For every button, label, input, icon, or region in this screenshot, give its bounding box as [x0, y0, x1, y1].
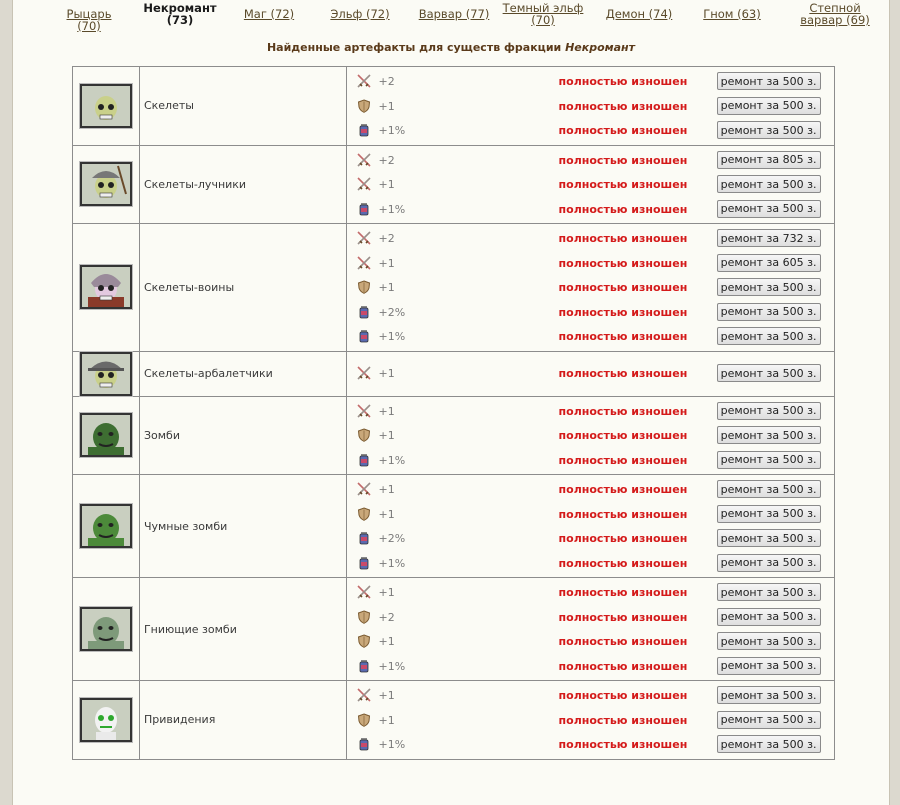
- artifact-status: полностью изношен: [558, 232, 688, 245]
- skeleton-archer-portrait: [80, 162, 132, 206]
- tab-1[interactable]: Некромант (73): [143, 1, 217, 27]
- creature-portrait-cell: [73, 396, 140, 475]
- shield-icon: [357, 99, 371, 113]
- artifact-bonus: +1: [378, 483, 395, 496]
- artifact-bonus: +1: [378, 404, 395, 418]
- repair-button[interactable]: ремонт за 500 з.: [717, 175, 821, 193]
- artifact-status: полностью изношен: [558, 689, 688, 702]
- swords-icon: [357, 366, 371, 380]
- artifact-row: [347, 502, 834, 527]
- swords-icon: [357, 74, 371, 88]
- creature-portrait-cell: [73, 224, 140, 352]
- artifact-row: [347, 226, 834, 251]
- artifact-row: [347, 69, 834, 94]
- artifact-bonus: +2: [378, 153, 395, 167]
- artifact-status: полностью изношен: [558, 367, 688, 381]
- artifact-status: полностью изношен: [558, 483, 688, 496]
- artifact-bonus: +1: [378, 689, 395, 702]
- artifact-row: [347, 172, 834, 197]
- tab-7[interactable]: Гном (63): [703, 7, 761, 21]
- creature-name: Зомби: [139, 396, 346, 475]
- artifact-row: [347, 605, 834, 630]
- artifact-bonus: +1: [378, 713, 395, 727]
- creature-name: Скелеты-арбалетчики: [139, 351, 346, 396]
- repair-button[interactable]: ремонт за 500 з.: [717, 402, 821, 420]
- artifact-row: [347, 580, 834, 605]
- potion-icon: [357, 453, 371, 467]
- artifact-row: [347, 683, 834, 708]
- artifact-status: полностью изношен: [558, 281, 688, 294]
- repair-button[interactable]: ремонт за 500 з.: [717, 364, 821, 382]
- artifact-row: [347, 300, 834, 325]
- artifact-status: полностью изношен: [558, 256, 688, 270]
- artifact-bonus: +1: [378, 635, 395, 648]
- potion-icon: [357, 329, 371, 343]
- artifact-row: [347, 94, 834, 119]
- artifact-bonus: +1: [378, 281, 395, 294]
- artifact-row: [347, 526, 834, 551]
- artifact-status: полностью изношен: [558, 738, 688, 751]
- artifact-list: [346, 351, 834, 396]
- artifact-list: [346, 145, 834, 224]
- repair-button[interactable]: ремонт за 500 з.: [717, 505, 821, 523]
- artifact-row: [347, 732, 834, 757]
- swords-icon: [357, 177, 371, 191]
- artifact-bonus: +1: [378, 256, 395, 270]
- creature-row: [73, 224, 835, 352]
- artifact-row: [347, 654, 834, 679]
- creature-name: Чумные зомби: [139, 475, 346, 578]
- artifact-row: [347, 551, 834, 576]
- repair-button[interactable]: ремонт за 500 з.: [717, 278, 821, 296]
- shield-icon: [357, 713, 371, 727]
- artifact-bonus: +1%: [378, 659, 406, 673]
- page-title: [13, 41, 889, 54]
- artifact-status: полностью изношен: [558, 586, 688, 599]
- artifact-bonus: +1: [378, 507, 395, 521]
- artifact-row: [347, 423, 834, 448]
- artifact-bonus: +1%: [378, 453, 406, 467]
- artifact-status: полностью изношен: [558, 635, 688, 648]
- plague-zombie-portrait: [80, 504, 132, 548]
- swords-icon: [357, 688, 371, 702]
- creature-row: [73, 351, 835, 396]
- tab-4[interactable]: Варвар (77): [418, 7, 490, 21]
- artifact-bonus: +1%: [378, 738, 406, 751]
- tab-2[interactable]: Маг (72): [243, 7, 295, 21]
- swords-icon: [357, 256, 371, 270]
- artifact-bonus: +1: [378, 586, 395, 599]
- artifact-status: полностью изношен: [558, 75, 688, 88]
- artifact-status: полностью изношен: [558, 99, 688, 113]
- zombie-portrait: [80, 413, 132, 457]
- repair-button[interactable]: ремонт за 500 з.: [717, 121, 821, 139]
- artifact-bonus: +1: [378, 178, 395, 191]
- swords-icon: [357, 482, 371, 496]
- repair-button[interactable]: ремонт за 500 з.: [717, 735, 821, 753]
- potion-icon: [357, 556, 371, 570]
- creature-name: Скелеты: [139, 67, 346, 146]
- artifact-status: полностью изношен: [558, 556, 688, 570]
- artifact-list: [346, 578, 834, 681]
- rotting-zombie-portrait: [80, 607, 132, 651]
- artifact-status: полностью изношен: [558, 659, 688, 673]
- artifact-row: [347, 197, 834, 222]
- artifact-status: полностью изношен: [558, 178, 688, 191]
- page: [12, 0, 890, 805]
- creature-row: [73, 67, 835, 146]
- repair-button[interactable]: ремонт за 500 з.: [717, 632, 821, 650]
- tab-8[interactable]: Степной варвар (69): [800, 1, 870, 27]
- repair-button[interactable]: ремонт за 500 з.: [717, 426, 821, 444]
- repair-button[interactable]: ремонт за 500 з.: [717, 200, 821, 218]
- artifacts-table: [72, 66, 835, 760]
- shield-icon: [357, 634, 371, 648]
- artifact-status: полностью изношен: [558, 202, 688, 216]
- repair-button[interactable]: ремонт за 500 з.: [717, 480, 821, 498]
- creature-portrait-cell: [73, 67, 140, 146]
- page-title-prefix: Найденные артефакты для существ фракции: [266, 41, 566, 54]
- artifact-row: [347, 148, 834, 173]
- artifact-bonus: +1%: [378, 202, 406, 216]
- swords-icon: [357, 231, 371, 245]
- creature-name: Гниющие зомби: [139, 578, 346, 681]
- repair-button[interactable]: ремонт за 500 з.: [717, 657, 821, 675]
- artifact-row: [347, 629, 834, 654]
- creature-portrait-cell: [73, 351, 140, 396]
- repair-button[interactable]: ремонт за 805 з.: [717, 151, 821, 169]
- creature-portrait-cell: [73, 578, 140, 681]
- repair-button[interactable]: ремонт за 500 з.: [717, 97, 821, 115]
- creature-row: [73, 681, 835, 760]
- repair-button[interactable]: ремонт за 500 з.: [717, 608, 821, 626]
- artifact-status: полностью изношен: [558, 153, 688, 167]
- creature-portrait-cell: [73, 145, 140, 224]
- artifact-status: полностью изношен: [558, 330, 688, 343]
- shield-icon: [357, 280, 371, 294]
- artifact-status: полностью изношен: [558, 507, 688, 521]
- tab-5[interactable]: Темный эльф (70): [502, 1, 584, 27]
- artifact-bonus: +1%: [378, 124, 406, 137]
- artifact-list: [346, 67, 834, 146]
- tab-3[interactable]: Эльф (72): [330, 7, 390, 21]
- artifact-row: [347, 708, 834, 733]
- potion-icon: [357, 531, 371, 545]
- repair-button[interactable]: ремонт за 500 з.: [717, 686, 821, 704]
- artifact-row: [347, 399, 834, 424]
- artifact-row: [347, 251, 834, 276]
- shield-icon: [357, 507, 371, 521]
- artifact-bonus: +2: [378, 232, 395, 245]
- skeleton-portrait: [80, 84, 132, 128]
- artifact-status: полностью изношен: [558, 453, 688, 467]
- repair-button[interactable]: ремонт за 605 з.: [717, 254, 821, 272]
- artifact-bonus: +1%: [378, 556, 406, 570]
- tab-0[interactable]: Рыцарь (70): [66, 7, 112, 33]
- swords-icon: [357, 585, 371, 599]
- faction-tabs: [13, 0, 889, 33]
- ghost-portrait: [80, 698, 132, 742]
- artifact-status: полностью изношен: [558, 532, 688, 545]
- creature-name: Привидения: [139, 681, 346, 760]
- tab-6[interactable]: Демон (74): [605, 7, 673, 21]
- repair-button[interactable]: ремонт за 500 з.: [717, 451, 821, 469]
- creature-row: [73, 578, 835, 681]
- swords-icon: [357, 404, 371, 418]
- creature-name: Скелеты-воины: [139, 224, 346, 352]
- artifact-bonus: +2: [378, 75, 395, 88]
- artifact-bonus: +1%: [378, 330, 406, 343]
- artifact-status: полностью изношен: [558, 404, 688, 418]
- skeleton-warrior-portrait: [80, 265, 132, 309]
- artifact-row: [347, 361, 834, 386]
- artifact-row: [347, 118, 834, 143]
- artifact-row: [347, 477, 834, 502]
- artifact-list: [346, 475, 834, 578]
- creature-portrait-cell: [73, 681, 140, 760]
- artifact-bonus: +1: [378, 99, 395, 113]
- creature-row: [73, 475, 835, 578]
- repair-button[interactable]: ремонт за 500 з.: [717, 327, 821, 345]
- artifact-status: полностью изношен: [558, 305, 688, 319]
- potion-icon: [357, 123, 371, 137]
- creature-name: Скелеты-лучники: [139, 145, 346, 224]
- repair-button[interactable]: ремонт за 500 з.: [717, 72, 821, 90]
- shield-icon: [357, 610, 371, 624]
- artifact-status: полностью изношен: [558, 429, 688, 442]
- artifact-row: [347, 448, 834, 473]
- potion-icon: [357, 202, 371, 216]
- repair-button[interactable]: ремонт за 500 з.: [717, 554, 821, 572]
- shield-icon: [357, 428, 371, 442]
- potion-icon: [357, 305, 371, 319]
- swords-icon: [357, 153, 371, 167]
- page-title-faction: Некромант: [565, 41, 636, 54]
- creature-portrait-cell: [73, 475, 140, 578]
- repair-button[interactable]: ремонт за 500 з.: [717, 303, 821, 321]
- creature-row: [73, 145, 835, 224]
- artifact-status: полностью изношен: [558, 713, 688, 727]
- repair-button[interactable]: ремонт за 500 з.: [717, 711, 821, 729]
- artifact-bonus: +1: [378, 429, 395, 442]
- creature-row: [73, 396, 835, 475]
- artifact-bonus: +1: [378, 367, 395, 381]
- repair-button[interactable]: ремонт за 500 з.: [717, 529, 821, 547]
- artifact-status: полностью изношен: [558, 124, 688, 137]
- artifact-bonus: +2: [378, 610, 395, 624]
- artifact-list: [346, 396, 834, 475]
- skeleton-crossbowman-portrait: [80, 352, 132, 396]
- artifact-bonus: +2%: [378, 305, 406, 319]
- artifact-list: [346, 224, 834, 352]
- artifact-row: [347, 324, 834, 349]
- repair-button[interactable]: ремонт за 732 з.: [717, 229, 821, 247]
- artifact-row: [347, 275, 834, 300]
- potion-icon: [357, 659, 371, 673]
- artifact-status: полностью изношен: [558, 610, 688, 624]
- artifact-list: [346, 681, 834, 760]
- potion-icon: [357, 737, 371, 751]
- repair-button[interactable]: ремонт за 500 з.: [717, 583, 821, 601]
- artifact-bonus: +2%: [378, 532, 406, 545]
